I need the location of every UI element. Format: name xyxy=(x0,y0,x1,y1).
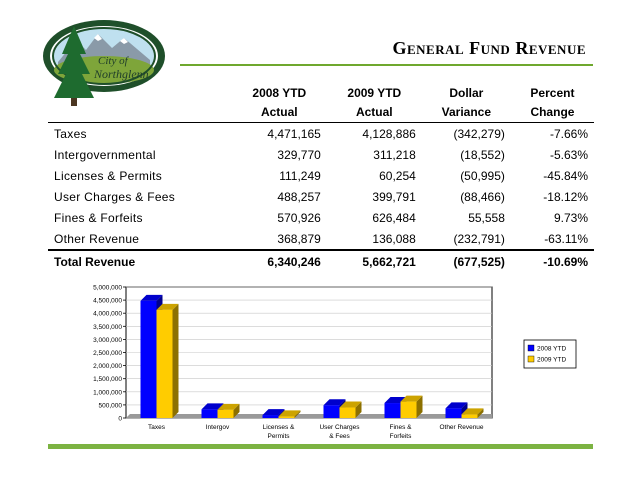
x-tick-label-line: Permits xyxy=(267,433,290,440)
column-header-2008-line2: Actual xyxy=(260,105,298,119)
row-label: Fines & Forfeits xyxy=(54,210,143,225)
row-label: Other Revenue xyxy=(54,231,140,246)
x-tick-label-line: Fines & xyxy=(389,424,412,431)
revenue-table xyxy=(48,84,594,272)
value-variance: 55,558 xyxy=(468,210,505,225)
x-tick-label-line: Taxes xyxy=(148,424,165,431)
total-2009: 5,662,721 xyxy=(362,254,416,269)
value-2008: 368,879 xyxy=(277,231,321,246)
row-label: Intergovernmental xyxy=(54,147,156,162)
value-percent: -5.63% xyxy=(549,147,588,162)
bar-2008-ytd xyxy=(141,301,157,418)
x-tick-label-line: Forfeits xyxy=(389,433,412,440)
y-tick-label: 2,500,000 xyxy=(93,350,122,357)
x-tick-label-line: & Fees xyxy=(329,433,350,440)
x-tick-label-line: Intergov xyxy=(205,424,230,431)
column-header-percent-line1: Percent xyxy=(530,86,575,100)
total-percent: -10.69% xyxy=(543,254,588,269)
y-tick-label: 1,000,000 xyxy=(93,389,122,397)
bar-2008-ytd xyxy=(324,405,340,418)
x-tick-label-line: Other Revenue xyxy=(439,424,484,431)
total-label: Total Revenue xyxy=(54,254,136,269)
y-tick-label: 4,000,000 xyxy=(93,310,122,318)
x-tick-label xyxy=(206,424,230,431)
bar-2009-ytd xyxy=(462,414,478,418)
value-2008: 329,770 xyxy=(277,147,321,162)
bar-2009-ytd xyxy=(401,402,417,418)
value-2008: 488,257 xyxy=(277,189,321,204)
total-variance: (677,525) xyxy=(453,254,505,269)
x-tick-label-line: User Charges xyxy=(319,424,360,431)
bar-2008-ytd xyxy=(263,415,279,418)
title-divider xyxy=(180,64,593,66)
column-header-variance-line1: Dollar xyxy=(449,86,484,100)
table-row xyxy=(48,165,594,186)
value-percent: -45.84% xyxy=(543,168,588,183)
value-variance: (50,995) xyxy=(460,168,505,183)
y-tick-label: 1,500,000 xyxy=(93,376,122,384)
footer-divider xyxy=(48,444,593,449)
value-variance: (232,791) xyxy=(453,231,505,246)
x-tick-label xyxy=(319,424,360,440)
logo-text-northglenn: Northglenn xyxy=(94,67,149,81)
table-row xyxy=(48,144,594,165)
y-tick-label: 500,000 xyxy=(98,402,122,410)
bar-2009-ytd xyxy=(218,410,234,418)
x-tick-label xyxy=(389,424,412,440)
x-tick-label xyxy=(148,424,166,431)
value-percent: -18.12% xyxy=(543,189,588,204)
legend-swatch xyxy=(528,356,534,362)
y-tick-label: 3,500,000 xyxy=(93,323,122,331)
value-percent: -63.11% xyxy=(544,231,588,246)
column-header-2009 xyxy=(327,84,422,123)
value-2009: 399,791 xyxy=(372,189,416,204)
legend-label: 2008 YTD xyxy=(537,345,567,353)
legend-swatch xyxy=(528,345,534,351)
bar-2009-ytd xyxy=(279,416,295,418)
chart-floor xyxy=(126,414,492,418)
column-header-variance xyxy=(422,84,511,123)
table-row xyxy=(48,123,594,145)
table-row xyxy=(48,186,594,207)
value-2008: 4,471,165 xyxy=(267,126,321,141)
page-title: General Fund Revenue xyxy=(392,38,586,58)
y-tick-label: 5,000,000 xyxy=(93,284,122,292)
x-tick-label xyxy=(439,424,483,431)
value-percent: -7.66% xyxy=(549,126,588,141)
logo-text-city-of: City of xyxy=(98,55,128,67)
column-header-variance-line2: Variance xyxy=(441,105,492,119)
y-tick-label: 4,500,000 xyxy=(93,297,122,305)
x-tick-label xyxy=(263,424,295,440)
value-2009: 311,218 xyxy=(373,147,416,162)
column-header-percent-line2: Change xyxy=(530,105,575,119)
y-tick-label: 2,000,000 xyxy=(93,363,122,371)
value-2009: 60,254 xyxy=(379,168,416,183)
table-row xyxy=(48,207,594,228)
column-header-label xyxy=(48,84,232,123)
value-percent: 9.73% xyxy=(553,210,588,225)
bar-2009-ytd xyxy=(340,408,356,418)
value-2009: 4,128,886 xyxy=(362,126,416,141)
bar-side xyxy=(173,304,179,418)
column-header-percent xyxy=(511,84,594,123)
y-tick-label: 0 xyxy=(118,415,122,423)
revenue-bar-chart xyxy=(80,282,620,444)
table-header-row xyxy=(48,84,594,123)
column-header-2008-line1: 2008 YTD xyxy=(252,86,307,100)
bar-2008-ytd xyxy=(446,408,462,418)
y-tick-label: 3,000,000 xyxy=(93,336,122,344)
total-2008: 6,340,246 xyxy=(267,254,321,269)
row-label: Taxes xyxy=(54,126,87,141)
value-2009: 136,088 xyxy=(372,231,416,246)
x-tick-label-line: Licenses & xyxy=(262,424,295,431)
value-variance: (18,552) xyxy=(460,147,505,162)
bar-2008-ytd xyxy=(385,403,401,418)
row-label: Licenses & Permits xyxy=(54,168,163,183)
bar-2008-ytd xyxy=(202,409,218,418)
value-variance: (342,279) xyxy=(453,126,505,141)
value-2008: 111,249 xyxy=(279,168,321,183)
legend-label: 2009 YTD xyxy=(537,356,567,364)
value-2008: 570,926 xyxy=(277,210,321,225)
column-header-2009-line2: Actual xyxy=(355,105,393,119)
total-row xyxy=(48,250,594,272)
table-row xyxy=(48,228,594,250)
legend-box xyxy=(524,340,576,368)
row-label: User Charges & Fees xyxy=(54,189,176,204)
bar-2009-ytd xyxy=(157,310,173,418)
column-header-2009-line1: 2009 YTD xyxy=(347,86,402,100)
value-variance: (88,466) xyxy=(460,189,505,204)
column-header-2008 xyxy=(232,84,327,123)
value-2009: 626,484 xyxy=(372,210,416,225)
